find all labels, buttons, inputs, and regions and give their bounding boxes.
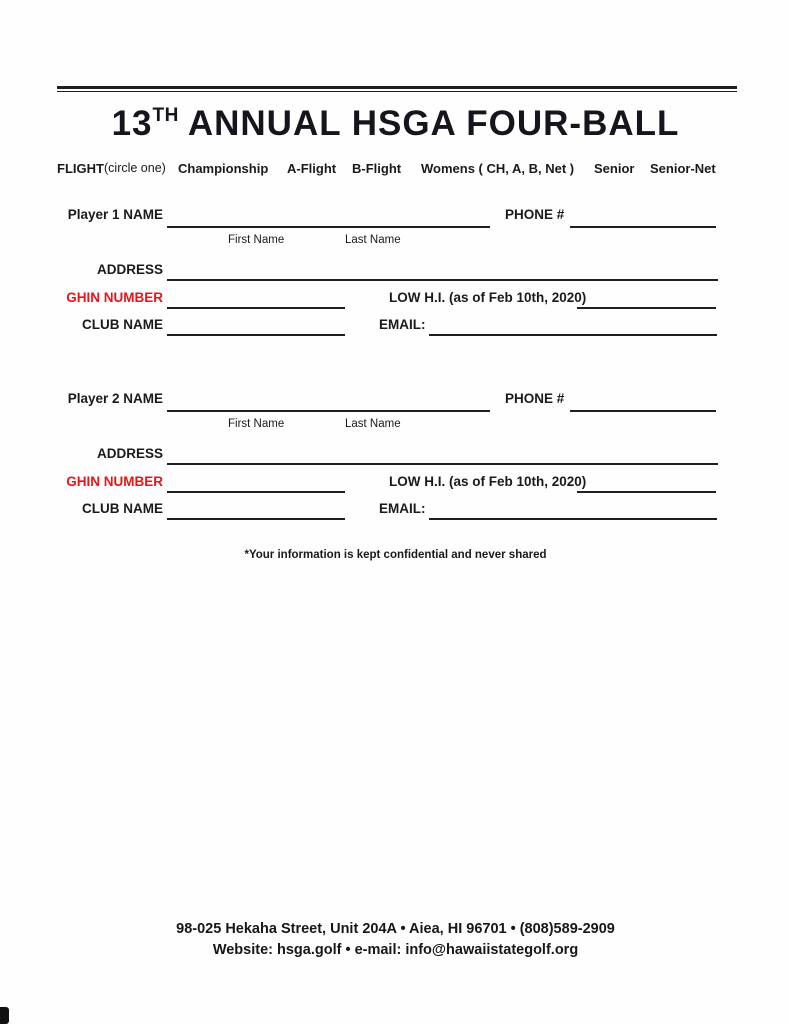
player2-name-field[interactable]	[167, 392, 490, 412]
flight-option-championship[interactable]: Championship	[178, 161, 269, 176]
flight-option-womens[interactable]: Womens ( CH, A, B, Net )	[421, 161, 575, 176]
player2-low-hi-field[interactable]	[577, 473, 716, 493]
player1-low-hi-label: LOW H.I. (as of Feb 10th, 2020)	[389, 290, 587, 305]
player1-ghin-number-label: GHIN NUMBER	[66, 290, 163, 305]
player1-ghin-field[interactable]	[167, 289, 345, 309]
player1-last-name-hint: Last Name	[345, 234, 401, 246]
player2-address-field[interactable]	[167, 445, 718, 465]
player1-club-name-label: CLUB NAME	[82, 317, 163, 332]
title-number: 13	[111, 104, 153, 143]
player1-low-hi-field[interactable]	[577, 289, 716, 309]
player2-club-name-label: CLUB NAME	[82, 501, 163, 516]
player2-phone-label: PHONE #	[505, 391, 565, 406]
player2-ghin-field[interactable]	[167, 473, 345, 493]
form-title	[0, 104, 791, 144]
footer	[0, 919, 791, 961]
player1-section	[0, 205, 791, 355]
scanner-artifact-mark	[0, 1007, 9, 1024]
player1-first-name-hint: First Name	[228, 234, 285, 246]
flight-label: FLIGHT	[57, 161, 104, 176]
flight-option-senior-net[interactable]: Senior-Net	[650, 161, 716, 176]
flight-option-senior[interactable]: Senior	[594, 161, 635, 176]
player1-phone-field[interactable]	[570, 208, 716, 228]
footer-contact-line: Website: hsga.golf • e-mail: info@hawaiistategolf.org	[212, 942, 579, 958]
player2-name-label: Player 2 NAME	[67, 391, 163, 406]
player1-name-label: Player 1 NAME	[67, 207, 163, 222]
player2-first-name-hint: First Name	[228, 418, 285, 430]
player2-section	[0, 389, 791, 539]
player2-club-field[interactable]	[167, 500, 345, 520]
confidentiality-note: *Your information is kept confidential and never shared	[244, 549, 547, 561]
flight-option-a-flight[interactable]: A-Flight	[287, 161, 337, 176]
player2-phone-field[interactable]	[570, 392, 716, 412]
player1-club-field[interactable]	[167, 316, 345, 336]
footer-address-line: 98-025 Hekaha Street, Unit 204A • Aiea, HI 96701 • (808)589-2909	[176, 921, 615, 937]
player2-address-label: ADDRESS	[96, 446, 163, 461]
player1-phone-label: PHONE #	[505, 207, 565, 222]
player1-address-label: ADDRESS	[96, 262, 163, 277]
player1-address-field[interactable]	[167, 261, 718, 281]
player2-low-hi-label: LOW H.I. (as of Feb 10th, 2020)	[389, 474, 587, 489]
player2-last-name-hint: Last Name	[345, 418, 401, 430]
player1-name-field[interactable]	[167, 208, 490, 228]
player1-email-label: EMAIL:	[379, 317, 426, 332]
player2-email-label: EMAIL:	[379, 501, 426, 516]
flight-circle-one-note: (circle one)	[104, 161, 166, 175]
header-double-rule	[57, 86, 737, 92]
flight-option-b-flight[interactable]: B-Flight	[352, 161, 402, 176]
title-text: ANNUAL HSGA FOUR-BALL	[187, 104, 680, 143]
player1-email-field[interactable]	[429, 316, 717, 336]
player2-email-field[interactable]	[429, 500, 717, 520]
flight-selection-row	[0, 161, 791, 179]
title-ordinal-suffix: TH	[152, 105, 179, 126]
player2-ghin-number-label: GHIN NUMBER	[66, 474, 163, 489]
